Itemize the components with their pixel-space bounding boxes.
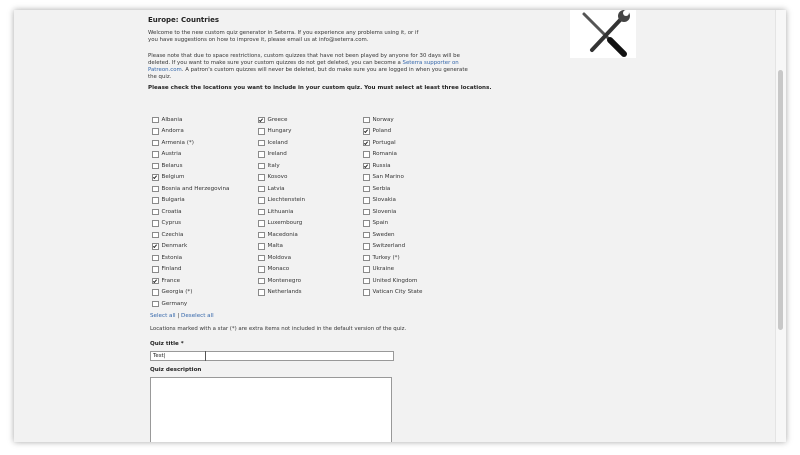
location-label: Bosnia and Herzegovina: [161, 185, 230, 192]
location-label: Ukraine: [372, 266, 395, 273]
checkbox[interactable]: [258, 117, 265, 124]
select-all-link[interactable]: Select all: [150, 313, 176, 319]
location-label: Belarus: [161, 162, 183, 169]
location-label: Serbia: [372, 185, 391, 192]
location-checkbox-item[interactable]: [258, 229, 358, 241]
checkbox[interactable]: [363, 186, 370, 193]
checkbox[interactable]: [152, 220, 159, 227]
checkbox[interactable]: [363, 117, 370, 124]
location-checkbox-item[interactable]: [152, 149, 252, 161]
location-label: Iceland: [267, 139, 288, 146]
location-label: Belgium: [161, 174, 185, 181]
checkbox[interactable]: [363, 266, 370, 273]
location-checkbox-item[interactable]: [363, 160, 463, 172]
checkbox[interactable]: [363, 163, 370, 170]
location-checkbox-item[interactable]: [363, 241, 463, 253]
checkbox[interactable]: [258, 255, 265, 262]
location-checkbox-item[interactable]: [363, 275, 463, 287]
checkbox[interactable]: [363, 128, 370, 135]
vertical-scrollbar[interactable]: [775, 10, 786, 442]
location-label: Moldova: [267, 254, 292, 261]
checkbox[interactable]: [363, 140, 370, 147]
location-checkbox-item[interactable]: [152, 275, 252, 287]
location-label: Lithuania: [267, 208, 294, 215]
locations-column-3: [363, 114, 463, 298]
location-label: Andorra: [161, 128, 184, 135]
checkbox[interactable]: [258, 163, 265, 170]
checkbox[interactable]: [363, 151, 370, 158]
location-label: Macedonia: [267, 231, 298, 238]
location-checkbox-item[interactable]: [258, 149, 358, 161]
location-checkbox-item[interactable]: [363, 252, 463, 264]
checkbox[interactable]: [363, 220, 370, 227]
location-label: Cyprus: [161, 220, 182, 227]
checkbox[interactable]: [152, 209, 159, 216]
location-checkbox-item[interactable]: [258, 126, 358, 138]
checkbox[interactable]: [258, 209, 265, 216]
checkbox[interactable]: [258, 151, 265, 158]
location-label: Hungary: [267, 128, 292, 135]
location-checkbox-item[interactable]: [152, 172, 252, 184]
location-label: Netherlands: [267, 289, 302, 296]
patreon-link[interactable]: Seterra supporter on Patreon.com: [148, 60, 459, 73]
location-label: Czechia: [161, 231, 184, 238]
intro-text: [148, 30, 468, 44]
location-label: Slovakia: [372, 197, 396, 204]
location-checkbox-item[interactable]: [152, 160, 252, 172]
mouse-cursor: [205, 351, 206, 361]
quiz-description-textarea[interactable]: [150, 377, 392, 442]
location-checkbox-item[interactable]: [363, 195, 463, 207]
checkbox[interactable]: [152, 186, 159, 193]
location-checkbox-item[interactable]: [363, 229, 463, 241]
location-label: Germany: [161, 300, 188, 307]
location-checkbox-item[interactable]: [152, 126, 252, 138]
location-checkbox-item[interactable]: [258, 275, 358, 287]
checkbox[interactable]: [258, 140, 265, 147]
checkbox[interactable]: [258, 197, 265, 204]
location-label: Switzerland: [372, 243, 406, 250]
location-checkbox-item[interactable]: [258, 241, 358, 253]
location-label: Estonia: [161, 254, 183, 261]
link-separator: |: [177, 313, 180, 319]
location-checkbox-item[interactable]: [152, 287, 252, 299]
location-label: United Kingdom: [372, 277, 418, 284]
location-checkbox-item[interactable]: [152, 241, 252, 253]
locations-column-1: [152, 114, 252, 310]
location-checkbox-item[interactable]: [258, 287, 358, 299]
checkbox[interactable]: [363, 232, 370, 239]
checkbox[interactable]: [152, 151, 159, 158]
location-label: Finland: [161, 266, 182, 273]
location-label: France: [161, 277, 181, 284]
location-checkbox-item[interactable]: [363, 264, 463, 276]
checkbox[interactable]: [363, 278, 370, 285]
location-label: Croatia: [161, 208, 182, 215]
select-links: [150, 313, 214, 319]
location-checkbox-item[interactable]: [363, 114, 463, 126]
checkbox[interactable]: [363, 197, 370, 204]
checkbox[interactable]: [363, 243, 370, 250]
location-label: Portugal: [372, 139, 396, 146]
location-checkbox-item[interactable]: [258, 183, 358, 195]
checkbox[interactable]: [152, 174, 159, 181]
browser-viewport: [14, 10, 786, 442]
location-label: Russia: [372, 162, 391, 169]
checkbox[interactable]: [152, 117, 159, 124]
quiz-description-label: Quiz description: [150, 367, 202, 373]
location-label: Turkey (*): [372, 254, 400, 261]
checkbox[interactable]: [152, 278, 159, 285]
location-checkbox-item[interactable]: [258, 172, 358, 184]
quiz-title-label: Quiz title *: [150, 341, 184, 347]
location-checkbox-item[interactable]: [363, 126, 463, 138]
location-label: Ireland: [267, 151, 287, 158]
checkbox[interactable]: [152, 266, 159, 273]
location-checkbox-item[interactable]: [258, 114, 358, 126]
location-label: Montenegro: [267, 277, 302, 284]
checkbox[interactable]: [258, 186, 265, 193]
location-label: Denmark: [161, 243, 188, 250]
location-checkbox-item[interactable]: [152, 195, 252, 207]
checkbox[interactable]: [258, 128, 265, 135]
location-label: Latvia: [267, 185, 285, 192]
location-label: Italy: [267, 162, 280, 169]
checkbox[interactable]: [152, 128, 159, 135]
location-label: Luxembourg: [267, 220, 303, 227]
checkbox[interactable]: [363, 174, 370, 181]
intro-line-1: Welcome to the new custom quiz generator in Seterra. If you experience any problems using it, or if: [148, 30, 419, 36]
tool-graphic: [570, 10, 636, 58]
location-label: San Marino: [372, 174, 404, 181]
location-checkbox-item[interactable]: [152, 114, 252, 126]
location-checkbox-item[interactable]: [152, 218, 252, 230]
location-checkbox-item[interactable]: [258, 206, 358, 218]
checkbox[interactable]: [258, 266, 265, 273]
location-label: Georgia (*): [161, 289, 193, 296]
deselect-all-link[interactable]: Deselect all: [181, 313, 214, 319]
location-checkbox-item[interactable]: [363, 206, 463, 218]
checkbox[interactable]: [152, 289, 159, 296]
checkbox[interactable]: [258, 289, 265, 296]
location-checkbox-item[interactable]: [258, 137, 358, 149]
location-checkbox-item[interactable]: [258, 264, 358, 276]
location-label: Malta: [267, 243, 283, 250]
location-label: Albania: [161, 116, 183, 123]
checkbox[interactable]: [363, 209, 370, 216]
checkbox[interactable]: [152, 232, 159, 239]
page-title: Europe: Countries: [148, 16, 220, 24]
location-checkbox-item[interactable]: [363, 218, 463, 230]
location-checkbox-item[interactable]: [363, 137, 463, 149]
location-checkbox-item[interactable]: [152, 206, 252, 218]
location-label: Slovenia: [372, 208, 397, 215]
location-label: Armenia (*): [161, 139, 194, 146]
location-label: Austria: [161, 151, 182, 158]
location-checkbox-item[interactable]: [152, 183, 252, 195]
location-checkbox-item[interactable]: [258, 218, 358, 230]
checkbox[interactable]: [152, 197, 159, 204]
location-checkbox-item[interactable]: [258, 252, 358, 264]
instruction-text: Please check the locations you want to include in your custom quiz. You must select at least three locations.: [148, 85, 492, 91]
location-checkbox-item[interactable]: [258, 160, 358, 172]
checkbox[interactable]: [258, 243, 265, 250]
location-checkbox-item[interactable]: [258, 195, 358, 207]
location-label: Greece: [267, 116, 288, 123]
location-checkbox-item[interactable]: [152, 229, 252, 241]
checkbox[interactable]: [258, 220, 265, 227]
location-label: Romania: [372, 151, 397, 158]
location-label: Spain: [372, 220, 389, 227]
locations-column-2: [258, 114, 358, 298]
star-note: Locations marked with a star (*) are extra items not included in the default version of the quiz.: [150, 326, 407, 332]
scrollbar-thumb[interactable]: [778, 70, 783, 330]
location-label: Monaco: [267, 266, 290, 273]
location-label: Bulgaria: [161, 197, 185, 204]
checkbox[interactable]: [363, 255, 370, 262]
location-label: Kosovo: [267, 174, 288, 181]
location-checkbox-item[interactable]: [152, 137, 252, 149]
location-label: Poland: [372, 128, 392, 135]
location-label: Norway: [372, 116, 394, 123]
location-checkbox-item[interactable]: [363, 183, 463, 195]
location-checkbox-item[interactable]: [363, 149, 463, 161]
quiz-title-input[interactable]: Test|: [150, 351, 394, 361]
location-checkbox-item[interactable]: [152, 264, 252, 276]
location-checkbox-item[interactable]: [363, 287, 463, 299]
notice-part-1: Please note that due to space restrictions, custom quizzes that have not been played by anyone for 30 days will be deleted. If you want to make sure your custom quizzes do not get deleted, you can become a: [148, 53, 460, 66]
checkbox[interactable]: [363, 289, 370, 296]
checkbox[interactable]: [258, 232, 265, 239]
location-label: Sweden: [372, 231, 395, 238]
checkbox[interactable]: [152, 255, 159, 262]
location-checkbox-item[interactable]: [152, 252, 252, 264]
checkbox[interactable]: [258, 174, 265, 181]
intro-line-2: you have suggestions on how to improve it, please email us at info@seterra.com.: [148, 37, 369, 43]
location-checkbox-item[interactable]: [152, 298, 252, 310]
notice-text: [148, 53, 468, 81]
checkbox[interactable]: [152, 301, 159, 308]
notice-part-2: . A patron's custom quizzes will never be deleted, but do make sure you are logged in when you generate the quiz.: [148, 67, 468, 80]
location-label: Vatican City State: [372, 289, 423, 296]
location-label: Liechtenstein: [267, 197, 306, 204]
checkbox[interactable]: [152, 243, 159, 250]
wrench-screwdriver-icon: [570, 10, 636, 58]
location-checkbox-item[interactable]: [363, 172, 463, 184]
checkbox[interactable]: [152, 163, 159, 170]
checkbox[interactable]: [258, 278, 265, 285]
checkbox[interactable]: [152, 140, 159, 147]
